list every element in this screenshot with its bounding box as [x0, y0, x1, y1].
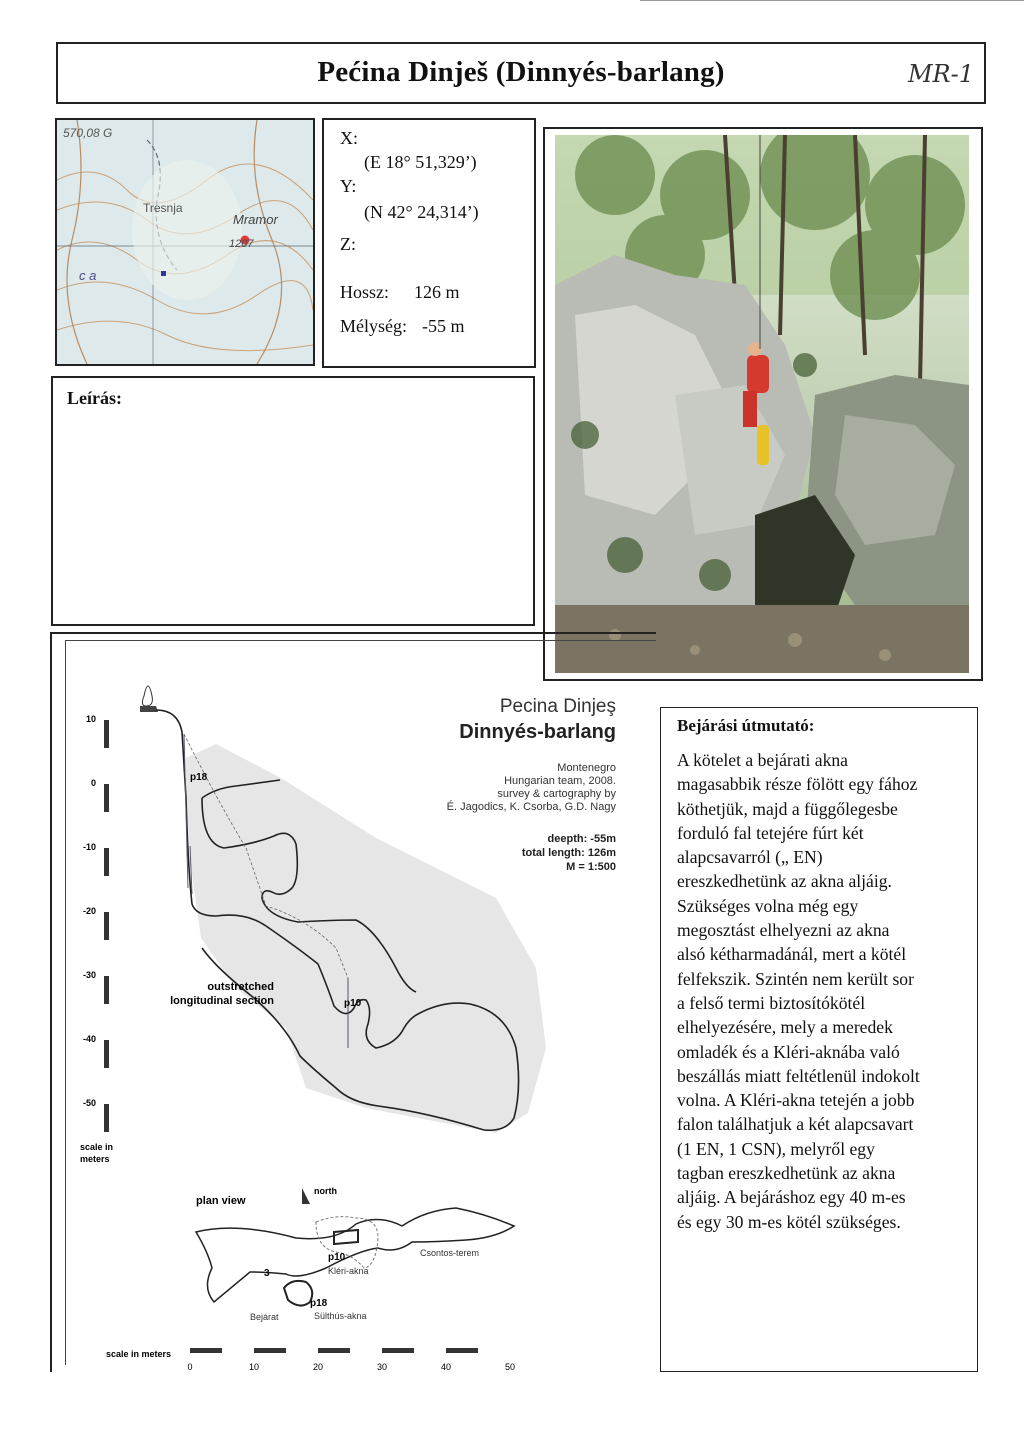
y-label: Y: — [340, 176, 357, 196]
survey-country: Montenegro — [557, 762, 616, 774]
vtick-minus10: -10 — [82, 842, 96, 852]
htick-40: 40 — [440, 1362, 452, 1372]
survey-name-1: Pecina Dinjeş — [499, 696, 616, 717]
photo-frame — [543, 127, 983, 681]
survey-length: total length: 126m — [521, 847, 616, 859]
guide-line: tagban ereszkedhetünk az akna — [677, 1163, 896, 1184]
description-box — [51, 376, 535, 626]
vtick-minus30: -30 — [82, 970, 96, 980]
pitch-label-p18: p18 — [190, 772, 208, 783]
top-edge-rule — [640, 0, 1024, 1]
cave-survey-drawing — [66, 648, 656, 1373]
guide-line: magasabbik része fölött egy fához — [677, 774, 918, 795]
plan-label-3: 3 — [264, 1268, 270, 1279]
vscale-caption-2: meters — [80, 1154, 110, 1164]
guide-line: falon találhatjuk a két alapcsavart — [677, 1114, 914, 1135]
guide-line: Szükséges volna még egy — [677, 895, 859, 916]
plan-label-csontos: Csontos-terem — [420, 1248, 480, 1258]
length-label: Hossz: — [340, 282, 389, 302]
pitch-label-p10: p10 — [344, 998, 362, 1009]
coordinates-box — [322, 118, 536, 368]
guide-line: (1 EN, 1 CSN), melyről egy — [677, 1138, 875, 1159]
guide-line: ereszkedhetünk az akna aljáig. — [677, 871, 892, 892]
htick-0: 0 — [187, 1362, 193, 1372]
guide-line: alapcsavarról („ EN) — [677, 847, 823, 868]
depth-label: Mélység: — [340, 316, 407, 336]
title-box — [56, 42, 986, 104]
guide-line: omladék és a Kléri-aknába való — [677, 1041, 900, 1062]
north-label: north — [314, 1186, 337, 1196]
vertical-scale — [80, 714, 113, 1164]
guide-line: a felső termi biztosítókötél — [677, 992, 866, 1013]
guide-line: köthetjük, majd a függőlegesbe — [677, 798, 898, 819]
survey-name-2: Dinnyés-barlang — [459, 721, 616, 743]
vtick-minus40: -40 — [82, 1034, 96, 1044]
guide-line: A kötelet a bejárati akna — [677, 750, 848, 770]
guide-text — [677, 748, 967, 1234]
vtick-minus50: -50 — [82, 1098, 96, 1108]
access-guide-box — [660, 707, 978, 1372]
section-label-1: outstretched — [207, 981, 274, 993]
vtick-10: 10 — [85, 714, 96, 724]
map-place-mramor: Mramor — [233, 212, 278, 227]
survey-scale: M = 1:500 — [566, 861, 616, 873]
section-label-2: longitudinal section — [170, 995, 274, 1007]
north-arrow-icon — [302, 1188, 310, 1204]
plan-label-p18: p18 — [310, 1298, 328, 1309]
hscale-caption: scale in meters — [106, 1349, 172, 1359]
guide-line: forduló fal tetejére fúrt két — [677, 822, 864, 843]
x-label: X: — [340, 128, 358, 148]
map-place-tresnja: Tresnja — [143, 201, 183, 215]
map-elevation: 1207 — [229, 238, 254, 250]
x-value: (E 18° 51,329’) — [364, 152, 477, 172]
plan-label-kleri: Kléri-akna — [328, 1266, 369, 1276]
htick-50: 50 — [504, 1362, 516, 1372]
htick-20: 20 — [312, 1362, 324, 1372]
description-label: Leírás: — [67, 388, 122, 408]
guide-line: megosztást elhelyezni az akna — [677, 920, 890, 941]
plan-label-bejarat: Bejárat — [250, 1312, 279, 1322]
guide-line: elhelyezésére, mely a meredek — [677, 1017, 893, 1038]
guide-line: alsó kétharmadánál, mert a kötél — [677, 944, 907, 965]
horizontal-scale — [106, 1348, 515, 1372]
htick-30: 30 — [376, 1362, 388, 1372]
guide-line: volna. A Kléri-akna tetején a jobb — [677, 1090, 915, 1111]
longitudinal-section — [140, 686, 546, 1133]
handwritten-code: MR-1 — [907, 60, 974, 88]
guide-title: Bejárási útmutató: — [677, 716, 815, 735]
y-value: (N 42° 24,314’) — [364, 202, 479, 222]
length-value: 126 m — [414, 282, 460, 302]
guide-line: beszállás miatt feltétlenül indokolt — [677, 1065, 920, 1086]
map-grid-label: 570,08 G — [63, 126, 113, 140]
plan-view — [196, 1186, 514, 1322]
guide-line: aljáig. A bejáráshoz egy 40 m-es — [677, 1187, 906, 1208]
htick-10: 10 — [248, 1362, 260, 1372]
plan-label-p10: p10 — [328, 1252, 346, 1263]
survey-team: Hungarian team, 2008. — [504, 775, 616, 787]
vtick-minus20: -20 — [82, 906, 96, 916]
map-side-glyph: c a — [79, 268, 97, 283]
vtick-0: 0 — [90, 778, 96, 788]
vscale-caption-1: scale in — [80, 1142, 114, 1152]
plan-view-title: plan view — [196, 1195, 246, 1207]
cave-entrance-photo — [555, 135, 969, 673]
topographic-map — [55, 118, 315, 366]
z-label: Z: — [340, 234, 356, 254]
guide-line: és egy 30 m-es kötél szükséges. — [677, 1211, 901, 1232]
survey-authors: É. Jagodics, K. Csorba, G.D. Nagy — [446, 801, 616, 813]
survey-depth: deepth: -55m — [547, 833, 616, 845]
page-title: Pećina Dinješ (Dinnyés-barlang) — [317, 56, 725, 88]
survey-credit: survey & cartography by — [497, 788, 616, 800]
plan-label-sulthus: Sülthús-akna — [314, 1311, 367, 1321]
depth-value: -55 m — [422, 316, 465, 336]
guide-line: felfekszik. Szintén nem került sor — [677, 968, 914, 989]
map-drawing — [57, 120, 313, 364]
